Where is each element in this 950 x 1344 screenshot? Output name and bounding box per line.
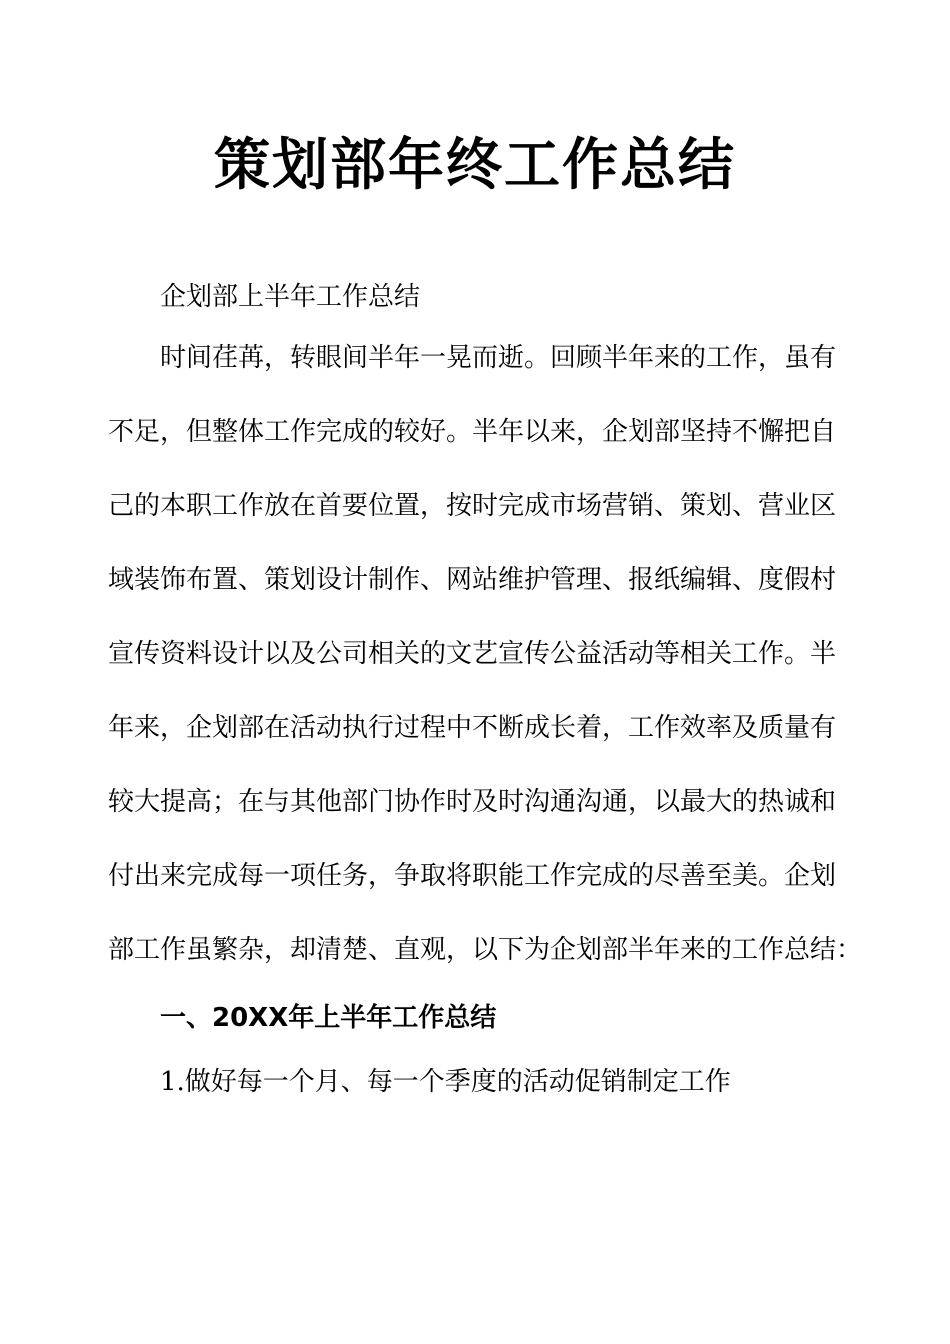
paragraph-line-7: 较大提高；在与其他部门协作时及时沟通沟通，以最大的热诚和 [108, 787, 837, 817]
paragraph-line-3: 己的本职工作放在首要位置，按时完成市场营销、策划、营业区 [108, 491, 837, 521]
list-item: 1.做好每一个月、每一个季度的活动促销制定工作 [160, 1067, 731, 1097]
paragraph-line-1: 时间荏苒，转眼间半年一晃而逝。回顾半年来的工作，虽有 [160, 343, 837, 373]
section-heading: 一、20XX年上半年工作总结 [160, 1003, 497, 1033]
paragraph-line-2: 不足，但整体工作完成的较好。半年以来，企划部坚持不懈把自 [108, 417, 837, 447]
paragraph-line-4: 域装饰布置、策划设计制作、网站维护管理、报纸编辑、度假村 [108, 565, 837, 595]
paragraph-line-8: 付出来完成每一项任务，争取将职能工作完成的尽善至美。企划 [108, 861, 837, 891]
paragraph-line-5: 宣传资料设计以及公司相关的文艺宣传公益活动等相关工作。半 [108, 639, 837, 669]
paragraph-line-9: 部工作虽繁杂，却清楚、直观，以下为企划部半年来的工作总结： [108, 935, 863, 965]
paragraph-line-6: 年来，企划部在活动执行过程中不断成长着，工作效率及质量有 [108, 713, 837, 743]
document-subtitle: 企划部上半年工作总结 [160, 282, 421, 312]
document-title: 策划部年终工作总结 [214, 133, 736, 198]
